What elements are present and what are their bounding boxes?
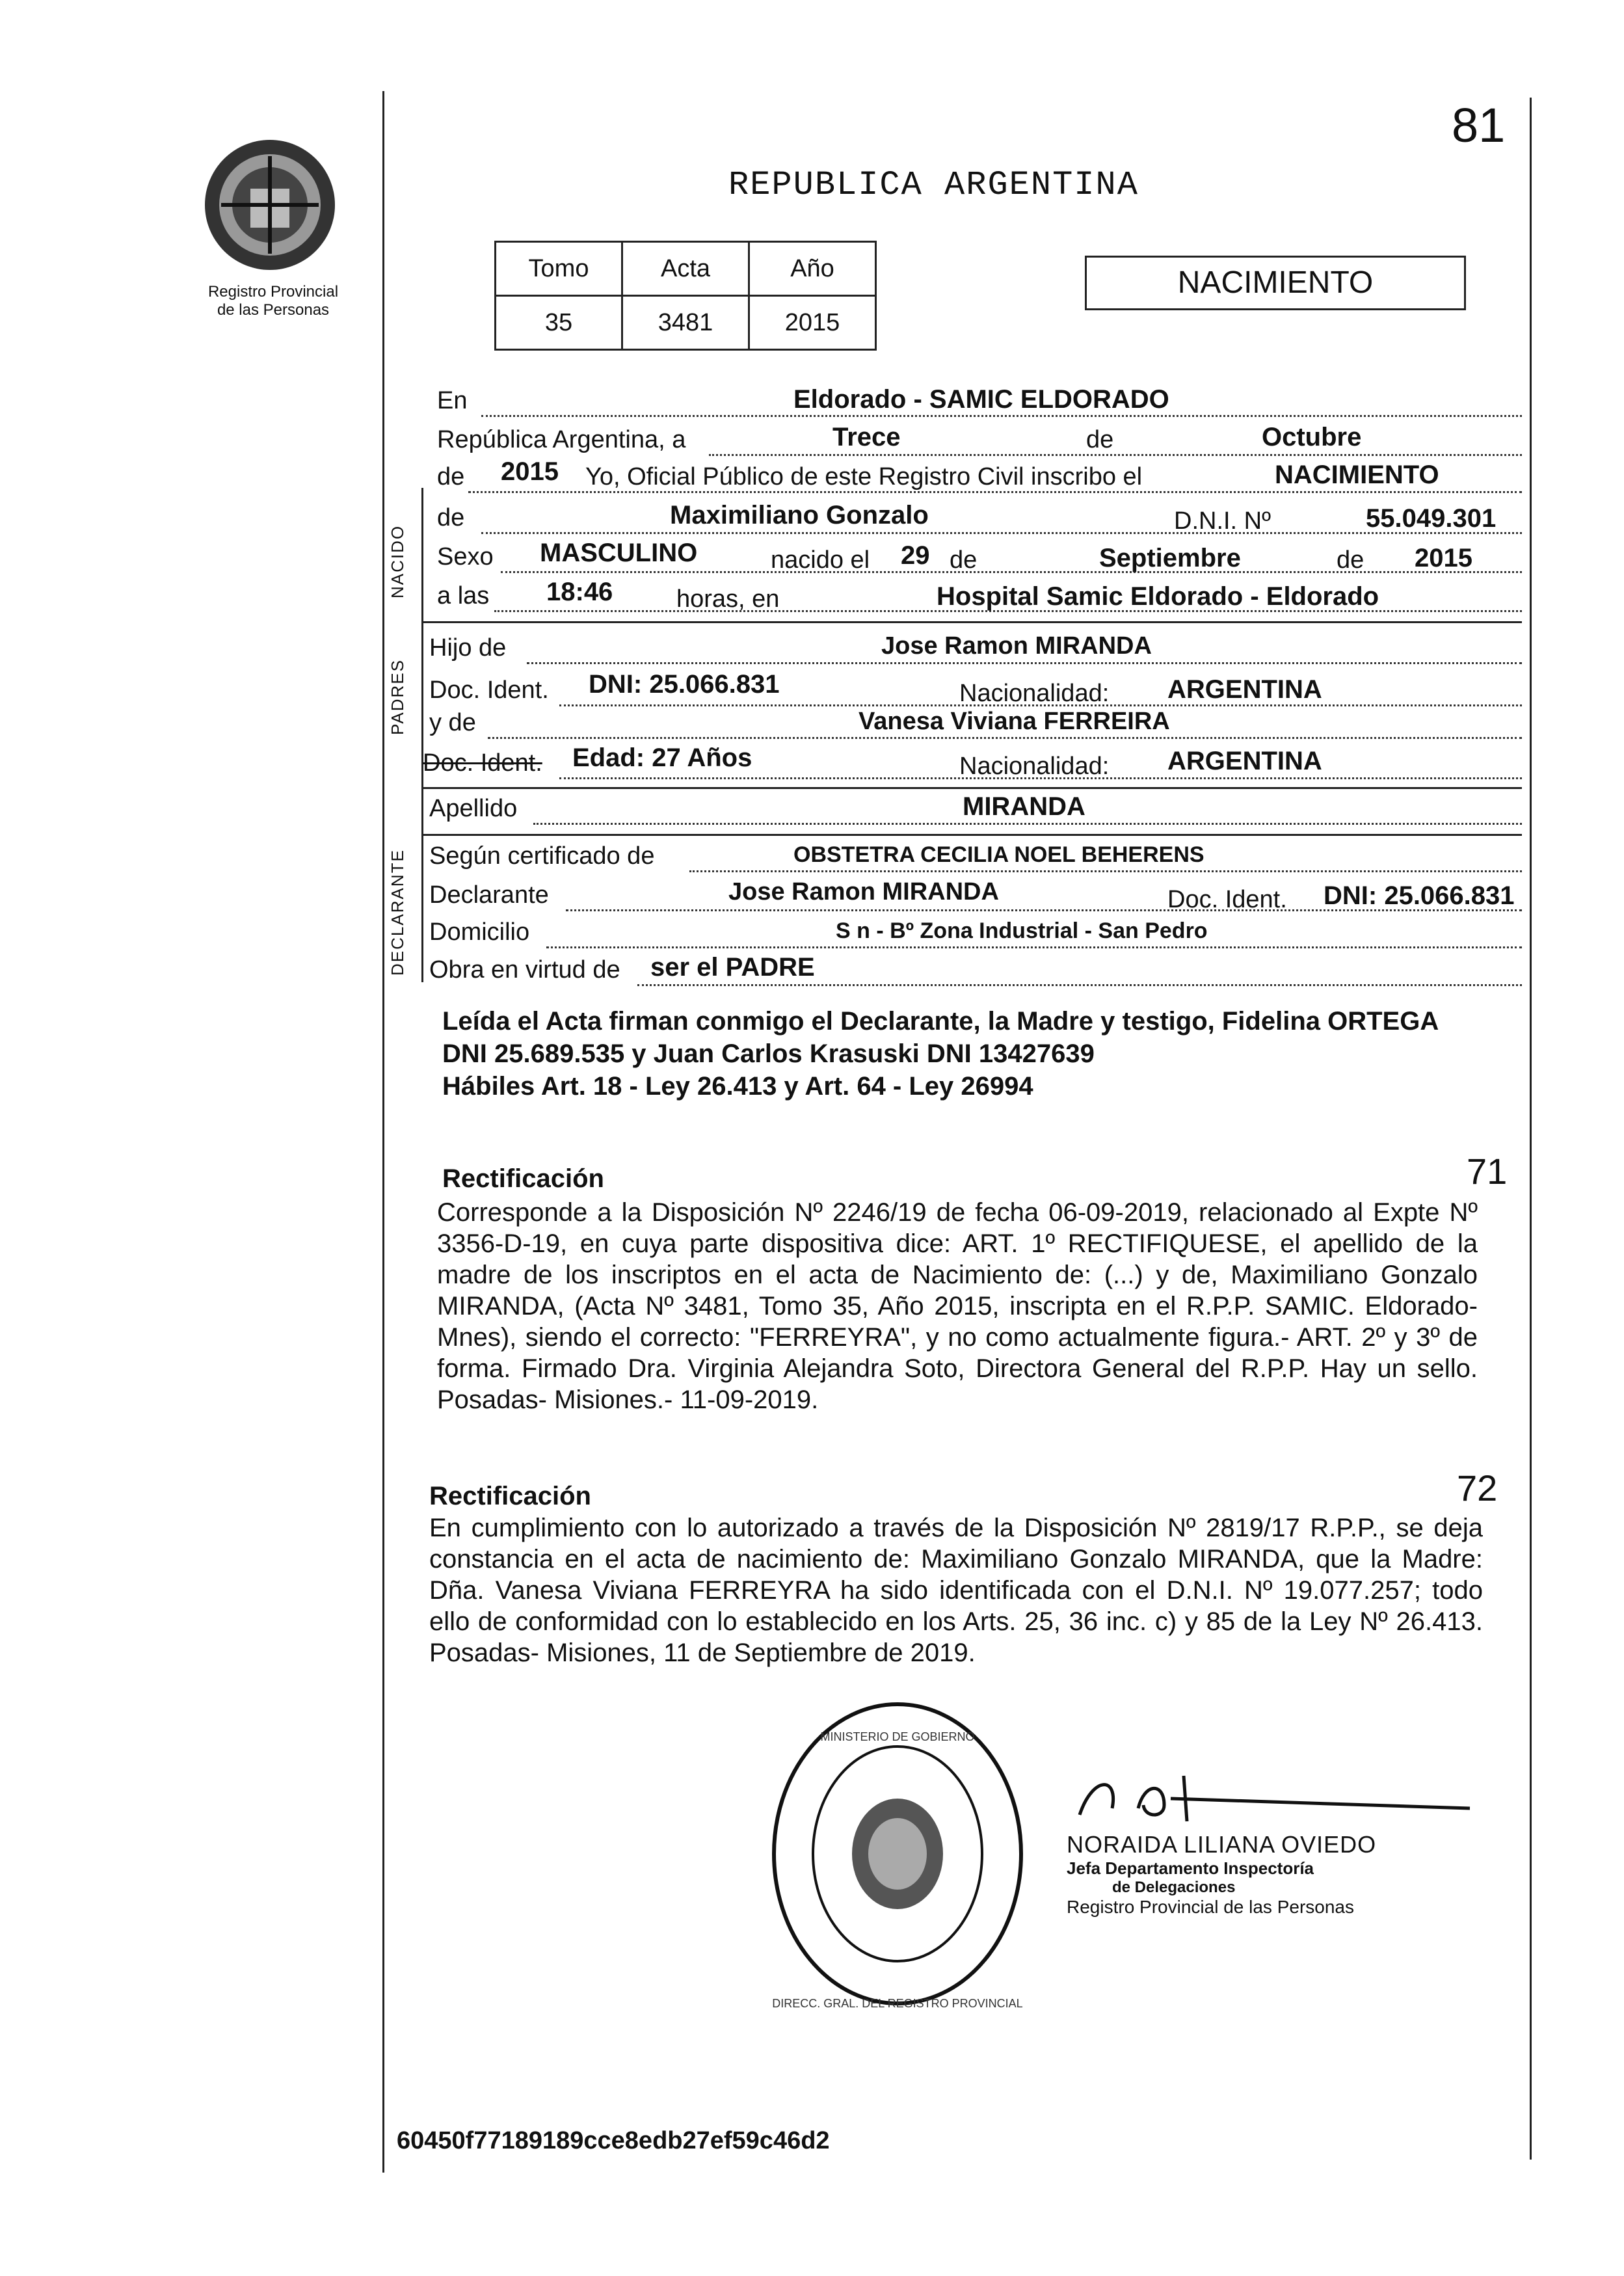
nacionalidad2-label: Nacionalidad: <box>959 753 1110 780</box>
segun-label: Según certificado de <box>429 842 655 870</box>
section-divider <box>423 787 1522 789</box>
declarante-doc: DNI: 25.066.831 <box>1324 881 1515 910</box>
section-divider <box>423 621 1522 623</box>
madre-edad: Edad: 27 Años <box>572 743 752 772</box>
tipo: NACIMIENTO <box>1275 461 1439 489</box>
rectificacion-title-72: Rectificación <box>429 1482 591 1510</box>
de4-label: de <box>950 546 978 574</box>
certificado: OBSTETRA CECILIA NOEL BEHERENS <box>793 842 1205 867</box>
domicilio-label: Domicilio <box>429 918 530 946</box>
firma-line-1: Leída el Acta firman conmigo el Declarante, la Madre y testigo, Fidelina ORTEGA <box>442 1007 1439 1036</box>
form-left-rule <box>421 488 423 982</box>
firma-line-2: DNI 25.689.535 y Juan Carlos Krasuski DNI 13427639 <box>442 1039 1095 1068</box>
anio-nacimiento: 2015 <box>1415 544 1472 572</box>
left-margin-rule <box>382 91 384 2173</box>
dotted-line <box>527 662 1522 664</box>
country-title: REPUBLICA ARGENTINA <box>728 166 1139 204</box>
padre-nacionalidad: ARGENTINA <box>1167 675 1322 704</box>
dotted-line <box>637 984 1522 986</box>
hijo-label: Hijo de <box>429 634 507 662</box>
doc2-label-struck: Doc. Ident. <box>423 749 542 777</box>
inscribo-text: Yo, Oficial Público de este Registro Civil inscribo el <box>585 463 1143 490</box>
firma-text <box>442 1005 1439 1103</box>
side-label-padres: PADRES <box>388 659 407 735</box>
nacionalidad-label: Nacionalidad: <box>959 680 1110 707</box>
nacido-label: nacido el <box>771 546 870 574</box>
dni-nacido: 55.049.301 <box>1366 504 1497 533</box>
acta-value: 3481 <box>622 296 749 350</box>
official-stamp <box>767 1698 1028 2010</box>
anio-header: Año <box>749 242 876 296</box>
padre: Jose Ramon MIRANDA <box>881 632 1152 660</box>
declarante-label: Declarante <box>429 881 549 909</box>
obra-label: Obra en virtud de <box>429 956 620 984</box>
stamp-seal-icon <box>767 1698 1028 2010</box>
page-number: 81 <box>1452 98 1506 152</box>
side-label-declarante: DECLARANTE <box>388 849 407 976</box>
tomo-value: 35 <box>496 296 622 350</box>
handwritten-signature <box>1067 1769 1483 1828</box>
signer-title-1: Jefa Departamento Inspectoría <box>1067 1858 1314 1878</box>
apellido-label: Apellido <box>429 795 518 822</box>
document-hash: 60450f77189189cce8edb27ef59c46d2 <box>397 2127 830 2154</box>
signer-title-3: Registro Provincial de las Personas <box>1067 1897 1354 1917</box>
stamp-inner-text: MINISTERIO DE GOBIERNO <box>820 1730 975 1743</box>
dia-texto: Trece <box>832 423 901 451</box>
logo-caption-1: Registro Provincial <box>207 283 339 301</box>
apellido: MIRANDA <box>963 792 1085 821</box>
rectificacion-title-71: Rectificación <box>442 1164 604 1193</box>
nacimiento-box: NACIMIENTO <box>1085 256 1466 310</box>
doc3-label: Doc. Ident. <box>1167 886 1287 913</box>
logo-caption-2: de las Personas <box>217 301 330 319</box>
dotted-line <box>488 737 1522 739</box>
domicilio: S n - Bº Zona Industrial - San Pedro <box>836 918 1208 943</box>
en-label: En <box>437 387 468 414</box>
hora: 18:46 <box>546 578 613 606</box>
right-margin-rule <box>1530 98 1532 2160</box>
coat-of-arms-icon <box>195 130 345 280</box>
madre: Vanesa Viviana FERREIRA <box>859 708 1170 735</box>
dotted-line <box>501 571 1522 573</box>
sexo: MASCULINO <box>540 539 698 567</box>
rectificacion-text-71: Corresponde a la Disposición Nº 2246/19 de fecha 06-09-2019, relacionado al Expte Nº 3356-D-19, en cuya parte dispositiva dice: ART. 1º RECTIFIQUESE, el apellido de la madre de los inscriptos en el acta de Nacimiento de: (...) y de, Maximiliano Gonzalo MIRANDA, (Acta Nº 3481, Tomo 35, Año 2015, inscripta en el R.P.P. SAMIC. Eldorado-Mnes), siendo el correcto: "FERREYRA", y no como actualmente figura.- ART. 2º y 3º de forma. Firmado Dra. Virginia Alejandra Soto, Directora General del R.P.P. Hay un sello. Posadas- Misiones.- 11-09-2019. <box>437 1198 1478 1414</box>
stamp-text: DIRECC. GRAL. DEL REGISTRO PROVINCIAL <box>772 1997 1023 2010</box>
mes: Octubre <box>1262 423 1362 451</box>
lugar-nacimiento: Hospital Samic Eldorado - Eldorado <box>937 582 1379 611</box>
doc-label: Doc. Ident. <box>429 676 549 704</box>
anio: 2015 <box>501 457 559 486</box>
padre-doc: DNI: 25.066.831 <box>589 670 780 699</box>
mes-nacimiento: Septiembre <box>1099 544 1241 572</box>
dotted-line <box>468 491 1522 493</box>
yde-label: y de <box>429 709 476 736</box>
registro-logo <box>195 130 345 319</box>
acta-header: Acta <box>622 242 749 296</box>
dotted-line <box>481 415 1522 417</box>
de5-label: de <box>1337 546 1364 574</box>
dni-label: D.N.I. Nº <box>1174 507 1271 535</box>
signer-name: NORAIDA LILIANA OVIEDO <box>1067 1831 1377 1858</box>
tomo-header: Tomo <box>496 242 622 296</box>
rectificacion-text-72: En cumplimiento con lo autorizado a través de la Disposición Nº 2819/17 R.P.P., se deja constancia en el acta de nacimiento de: Maximiliano Gonzalo MIRANDA, que la Madre: Dña. Vanesa Viviana FERREYRA ha sido identificada con el D.N.I. Nº 19.077.257; todo ello de conformidad con lo establecido en los Arts. 25, 36 inc. c) y 85 de la Ley Nº 26.413. Posadas- Misiones, 11 de Septiembre de 2019. <box>429 1514 1483 1667</box>
side-label-nacido: NACIDO <box>388 524 407 598</box>
lugar-inscripcion: Eldorado - SAMIC ELDORADO <box>793 385 1169 414</box>
obra: ser el PADRE <box>650 953 815 982</box>
dotted-line <box>709 454 1522 456</box>
madre-nacionalidad: ARGENTINA <box>1167 747 1322 775</box>
republica-label: República Argentina, a <box>437 426 686 453</box>
dia-nacimiento: 29 <box>901 541 930 570</box>
de-label: de <box>1086 426 1114 453</box>
rectificacion-number-71: 71 <box>1467 1151 1508 1192</box>
anio-value: 2015 <box>749 296 876 350</box>
record-table <box>494 241 877 351</box>
rectificacion-number-72: 72 <box>1457 1467 1498 1508</box>
firma-line-3: Hábiles Art. 18 - Ley 26.413 y Art. 64 - Ley 26994 <box>442 1072 1033 1101</box>
signature-block <box>1067 1769 1483 1918</box>
signer-title-2: de Delegaciones <box>1112 1879 1236 1896</box>
section-divider <box>423 834 1522 836</box>
declarante: Jose Ramon MIRANDA <box>728 878 999 905</box>
de2-label: de <box>437 463 465 490</box>
dotted-line <box>689 870 1522 872</box>
de3-label: de <box>437 504 465 531</box>
horas-en-label: horas, en <box>676 585 780 613</box>
dotted-line <box>546 946 1522 948</box>
nombre: Maximiliano Gonzalo <box>670 501 929 529</box>
sexo-label: Sexo <box>437 543 494 570</box>
alas-label: a las <box>437 582 490 609</box>
dotted-line <box>533 823 1522 825</box>
